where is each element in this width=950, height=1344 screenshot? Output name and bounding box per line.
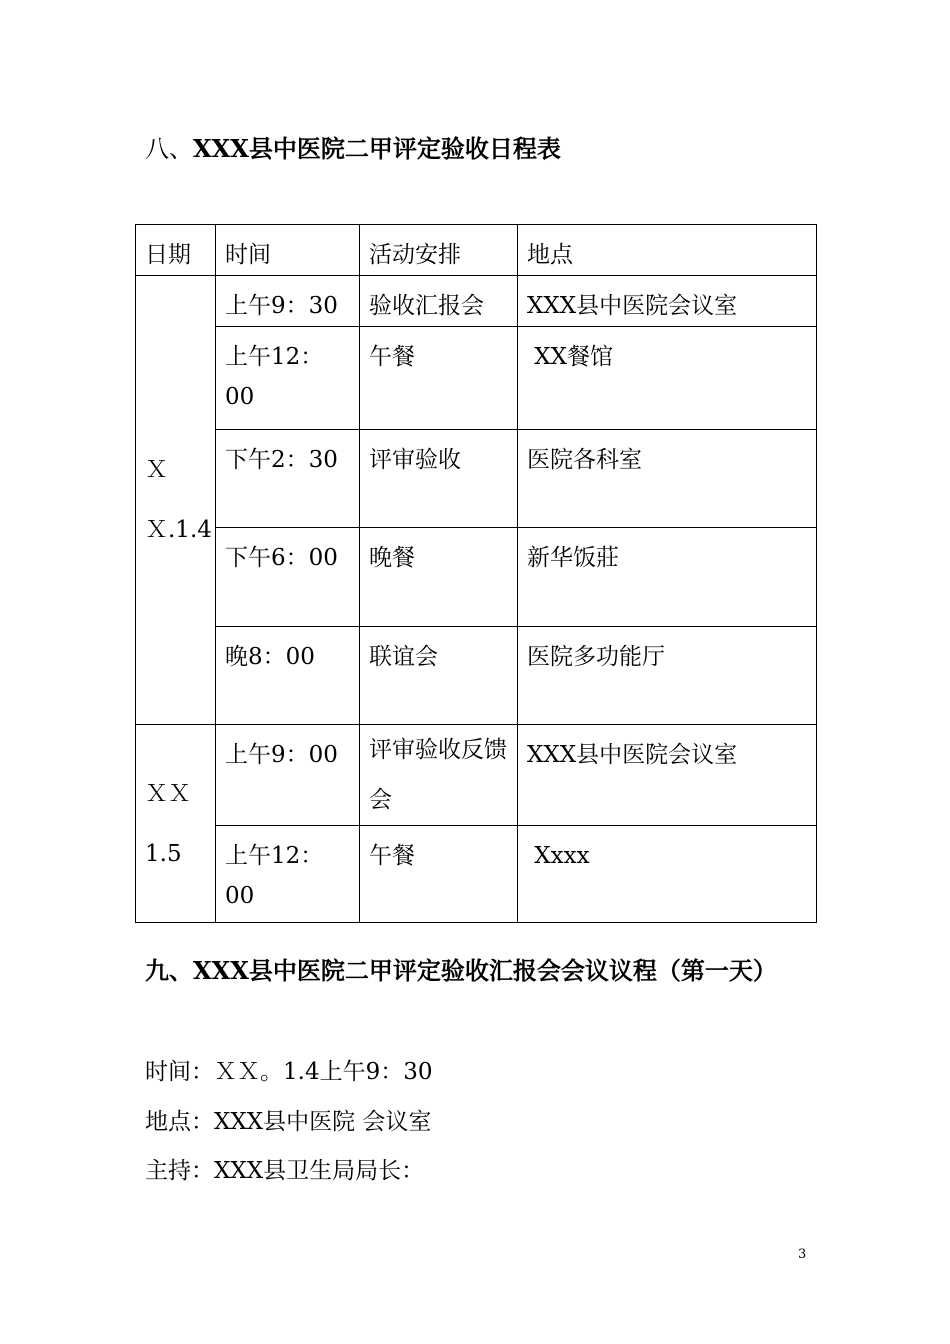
date-cell: ＸＸ1.5 bbox=[136, 725, 216, 923]
time-cell: 晚8：00 bbox=[216, 627, 360, 725]
page-number: 3 bbox=[798, 1247, 807, 1262]
time-cell: 下午2：30 bbox=[216, 430, 360, 528]
date-cell: ＸＸ.1.4 bbox=[136, 276, 216, 725]
meeting-time: 时间：ＸＸ。1.4上午9：30 bbox=[145, 1059, 433, 1085]
activity-cell: 联谊会 bbox=[360, 627, 518, 725]
header-activity: 活动安排 bbox=[360, 225, 518, 276]
meeting-host: 主持：XXX县卫生局局长： bbox=[145, 1158, 425, 1184]
place-cell: XXX县中医院会议室 bbox=[518, 276, 817, 327]
table-row bbox=[136, 528, 817, 627]
schedule-table bbox=[135, 224, 817, 923]
place-cell: 医院各科室 bbox=[518, 430, 817, 528]
time-cell: 上午12：00 bbox=[216, 826, 360, 923]
place-cell: XX餐馆 bbox=[518, 327, 817, 430]
place-cell: XXX县中医院会议室 bbox=[518, 725, 817, 826]
table-row bbox=[136, 327, 817, 430]
time-cell: 下午6：00 bbox=[216, 528, 360, 627]
table-row bbox=[136, 725, 817, 826]
activity-cell: 评审验收 bbox=[360, 430, 518, 528]
time-cell: 上午12：00 bbox=[216, 327, 360, 430]
header-time: 时间 bbox=[216, 225, 360, 276]
place-cell: 新华饭莊 bbox=[518, 528, 817, 627]
meeting-place: 地点：XXX县中医院 会议室 bbox=[145, 1109, 432, 1135]
activity-cell: 晚餐 bbox=[360, 528, 518, 627]
section-8-heading bbox=[145, 133, 561, 165]
activity-cell: 午餐 bbox=[360, 826, 518, 923]
time-cell: 上午9：30 bbox=[216, 276, 360, 327]
section-8-title: XXX县中医院二甲评定验收日程表 bbox=[193, 134, 561, 163]
table-row bbox=[136, 627, 817, 725]
activity-cell: 评审验收反馈会 bbox=[360, 725, 518, 826]
place-cell: 医院多功能厅 bbox=[518, 627, 817, 725]
table-header-row bbox=[136, 225, 817, 276]
header-place: 地点 bbox=[518, 225, 817, 276]
table-row bbox=[136, 276, 817, 327]
table-row bbox=[136, 826, 817, 923]
section-9-heading: 九、XXX县中医院二甲评定验收汇报会会议议程（第一天） bbox=[145, 956, 777, 985]
activity-cell: 验收汇报会 bbox=[360, 276, 518, 327]
table-row bbox=[136, 430, 817, 528]
activity-cell: 午餐 bbox=[360, 327, 518, 430]
header-date: 日期 bbox=[136, 225, 216, 276]
place-cell: Xxxx bbox=[518, 826, 817, 923]
time-cell: 上午9：00 bbox=[216, 725, 360, 826]
section-8-prefix: 八、 bbox=[145, 135, 193, 163]
